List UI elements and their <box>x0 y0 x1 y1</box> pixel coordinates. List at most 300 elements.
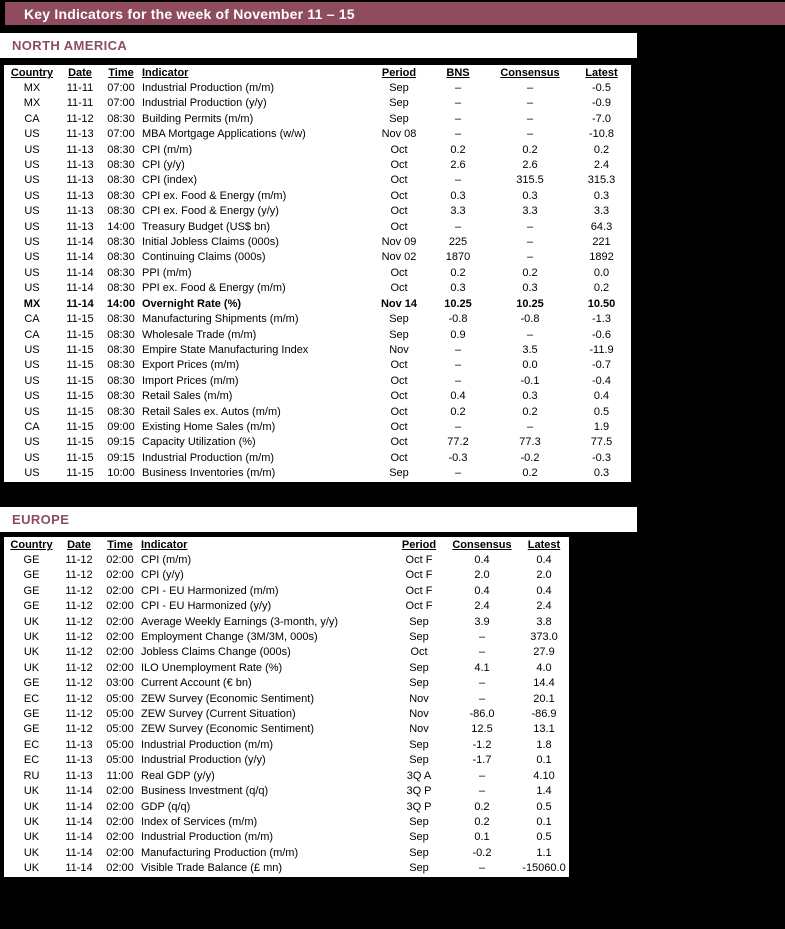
column-header-consensus: Consensus <box>500 67 560 79</box>
cell-period: Sep <box>389 313 409 326</box>
cell-indicator: CPI ex. Food & Energy (m/m) <box>142 189 287 202</box>
cell-country: MX <box>23 82 41 94</box>
cell-time: 08:30 <box>107 328 135 341</box>
cell-consensus: – <box>526 82 534 94</box>
cell-latest: 0.3 <box>593 189 610 202</box>
cell-indicator: ZEW Survey (Economic Sentiment) <box>141 692 314 705</box>
cell-date: 11-12 <box>65 600 93 613</box>
cell-latest: 0.4 <box>536 584 552 597</box>
cell-bns: – <box>454 467 462 480</box>
cell-latest: 4.10 <box>533 769 555 782</box>
cell-indicator: Manufacturing Shipments (m/m) <box>142 313 299 326</box>
table-row <box>4 96 631 111</box>
cell-indicator: CPI ex. Food & Energy (y/y) <box>142 205 279 218</box>
cell-latest: -0.4 <box>592 374 611 387</box>
cell-time: 08:30 <box>107 266 135 279</box>
cell-period: Sep <box>409 615 429 628</box>
cell-period: Sep <box>389 467 409 480</box>
cell-time: 08:30 <box>107 390 135 403</box>
cell-period: Oct F <box>405 554 433 566</box>
cell-time: 02:00 <box>106 631 134 644</box>
report-title: Key Indicators for the week of November 11 – 15 <box>24 5 355 22</box>
cell-period: Sep <box>389 82 409 94</box>
cell-country: GE <box>23 569 40 582</box>
cell-time: 02:00 <box>106 800 134 813</box>
cell-country: UK <box>23 862 40 875</box>
cell-country: GE <box>23 723 40 736</box>
cell-consensus: – <box>478 785 486 798</box>
cell-latest: 0.5 <box>593 405 610 418</box>
cell-date: 11-14 <box>65 846 93 859</box>
cell-indicator: Jobless Claims Change (000s) <box>141 646 291 659</box>
cell-indicator: CPI - EU Harmonized (m/m) <box>141 584 279 597</box>
cell-date: 11-14 <box>65 785 93 798</box>
cell-date: 11-14 <box>66 266 94 279</box>
table-header <box>4 537 569 553</box>
table-row <box>4 343 631 358</box>
cell-latest: 315.3 <box>587 174 616 187</box>
cell-country: UK <box>23 846 40 859</box>
table-row <box>4 312 631 327</box>
cell-bns: – <box>454 174 462 187</box>
table-body <box>4 553 569 877</box>
cell-latest: -7.0 <box>592 112 611 125</box>
cell-bns: 225 <box>448 236 468 249</box>
cell-country: RU <box>23 769 40 782</box>
cell-period: Oct F <box>405 584 433 597</box>
cell-date: 11-12 <box>65 677 93 690</box>
cell-period: Sep <box>409 831 429 844</box>
cell-latest: -0.5 <box>592 82 611 94</box>
cell-latest: 0.2 <box>593 282 610 295</box>
cell-country: GE <box>23 600 40 613</box>
cell-country: CA <box>24 112 40 125</box>
cell-indicator: Continuing Claims (000s) <box>142 251 266 264</box>
cell-consensus: -0.2 <box>472 846 492 859</box>
cell-latest: -86.9 <box>531 708 557 721</box>
cell-country: US <box>24 143 40 156</box>
cell-date: 11-13 <box>65 754 93 767</box>
cell-consensus: – <box>478 769 486 782</box>
cell-time: 02:00 <box>106 862 134 875</box>
table-row <box>4 800 569 815</box>
cell-country: GE <box>23 708 40 721</box>
cell-country: EC <box>23 738 40 751</box>
cell-indicator: Industrial Production (y/y) <box>142 97 267 110</box>
cell-country: US <box>24 390 40 403</box>
cell-date: 11-12 <box>65 646 93 659</box>
cell-country: US <box>24 174 40 187</box>
cell-date: 11-12 <box>65 661 93 674</box>
cell-period: Nov 09 <box>381 236 417 249</box>
cell-country: CA <box>24 420 40 433</box>
cell-indicator: ZEW Survey (Current Situation) <box>141 708 296 721</box>
cell-indicator: Retail Sales ex. Autos (m/m) <box>142 405 281 418</box>
table-header <box>4 65 631 81</box>
cell-date: 11-13 <box>66 128 94 141</box>
cell-bns: – <box>454 374 462 387</box>
table-row <box>4 235 631 250</box>
cell-latest: -0.6 <box>592 328 611 341</box>
cell-indicator: Existing Home Sales (m/m) <box>142 420 276 433</box>
cell-date: 11-12 <box>66 112 94 125</box>
cell-bns: – <box>454 359 462 372</box>
cell-consensus: -0.2 <box>520 451 540 464</box>
cell-time: 02:00 <box>106 569 134 582</box>
cell-consensus: 3.3 <box>522 205 538 218</box>
cell-latest: 0.3 <box>593 467 610 480</box>
cell-indicator: ZEW Survey (Economic Sentiment) <box>141 723 314 736</box>
cell-period: Sep <box>389 112 409 125</box>
cell-date: 11-12 <box>65 631 93 644</box>
cell-consensus: -1.2 <box>472 738 492 751</box>
cell-latest: -0.7 <box>592 359 611 372</box>
table-row <box>4 81 631 96</box>
table-row <box>4 389 631 404</box>
cell-period: Oct F <box>405 600 433 613</box>
cell-latest: 1892 <box>589 251 614 264</box>
cell-indicator: Industrial Production (m/m) <box>141 831 274 844</box>
cell-date: 11-11 <box>66 97 94 110</box>
cell-date: 11-13 <box>65 769 93 782</box>
cell-period: Oct <box>390 174 408 187</box>
cell-indicator: Industrial Production (m/m) <box>142 82 275 94</box>
table-row <box>4 707 569 722</box>
cell-consensus: 2.4 <box>474 600 490 613</box>
column-header-latest: Latest <box>585 67 618 79</box>
table-row <box>4 189 631 204</box>
table-row <box>4 584 569 599</box>
cell-date: 11-12 <box>65 554 93 566</box>
cell-time: 05:00 <box>106 738 134 751</box>
cell-time: 05:00 <box>106 692 134 705</box>
cell-country: UK <box>23 785 40 798</box>
cell-time: 08:30 <box>107 205 135 218</box>
table-row <box>4 435 631 450</box>
cell-period: Sep <box>409 846 429 859</box>
cell-date: 11-13 <box>66 220 94 233</box>
cell-country: EC <box>23 692 40 705</box>
cell-country: MX <box>23 97 41 110</box>
section-header-north-america <box>0 33 637 58</box>
header-row <box>4 537 569 553</box>
cell-consensus: 0.3 <box>522 282 538 295</box>
cell-indicator: CPI (y/y) <box>142 159 185 172</box>
cell-time: 02:00 <box>106 661 134 674</box>
cell-period: Nov <box>409 723 429 736</box>
cell-period: 3Q A <box>406 769 432 782</box>
cell-consensus: – <box>526 220 534 233</box>
cell-time: 09:15 <box>107 451 135 464</box>
cell-consensus: 0.2 <box>522 143 538 156</box>
table-row <box>4 615 569 630</box>
cell-time: 08:30 <box>107 112 135 125</box>
cell-time: 11:00 <box>106 769 134 782</box>
cell-latest: 27.9 <box>533 646 555 659</box>
cell-period: Oct <box>390 220 408 233</box>
table-row <box>4 250 631 265</box>
cell-latest: 4.0 <box>536 661 552 674</box>
cell-bns: 77.2 <box>447 436 469 449</box>
cell-date: 11-12 <box>65 569 93 582</box>
cell-indicator: Real GDP (y/y) <box>141 769 215 782</box>
table-row <box>4 220 631 235</box>
cell-period: Oct <box>390 436 408 449</box>
cell-consensus: 0.0 <box>522 359 538 372</box>
table-row <box>4 753 569 768</box>
cell-period: Oct <box>410 646 428 659</box>
cell-consensus: 0.3 <box>522 390 538 403</box>
cell-latest: 0.1 <box>536 815 552 828</box>
cell-latest: 1.9 <box>593 420 610 433</box>
cell-period: Nov 14 <box>380 297 418 310</box>
cell-latest: 3.3 <box>593 205 610 218</box>
cell-period: Oct <box>390 374 408 387</box>
table-row <box>4 568 569 583</box>
cell-time: 08:30 <box>107 236 135 249</box>
cell-date: 11-14 <box>65 862 93 875</box>
cell-latest: 20.1 <box>533 692 555 705</box>
cell-consensus: – <box>478 862 486 875</box>
table-row <box>4 328 631 343</box>
cell-latest: 2.4 <box>536 600 552 613</box>
cell-period: Sep <box>389 97 409 110</box>
cell-consensus: – <box>526 420 534 433</box>
cell-latest: 13.1 <box>533 723 555 736</box>
cell-latest: -1.3 <box>592 313 611 326</box>
column-header-date: Date <box>67 539 91 551</box>
cell-indicator: CPI (m/m) <box>141 554 192 566</box>
table-row <box>4 676 569 691</box>
table-row <box>4 599 569 614</box>
column-header-indicator: Indicator <box>142 67 189 79</box>
cell-latest: 1.1 <box>536 846 552 859</box>
cell-consensus: 3.9 <box>474 615 490 628</box>
cell-time: 02:00 <box>106 831 134 844</box>
cell-indicator: Import Prices (m/m) <box>142 374 239 387</box>
cell-time: 08:30 <box>107 189 135 202</box>
cell-indicator: Visible Trade Balance (£ mn) <box>141 862 283 875</box>
cell-country: US <box>24 266 40 279</box>
table-row <box>4 358 631 373</box>
north-america-indicators-table <box>4 65 631 482</box>
cell-date: 11-13 <box>66 143 94 156</box>
cell-consensus: – <box>526 328 534 341</box>
cell-date: 11-15 <box>66 436 94 449</box>
cell-period: Oct <box>390 390 408 403</box>
cell-period: Sep <box>409 815 429 828</box>
cell-time: 08:30 <box>107 405 135 418</box>
cell-country: UK <box>23 831 40 844</box>
table-row <box>4 204 631 219</box>
cell-date: 11-14 <box>66 236 94 249</box>
cell-date: 11-12 <box>65 615 93 628</box>
cell-country: UK <box>23 631 40 644</box>
cell-consensus: – <box>526 251 534 264</box>
cell-date: 11-14 <box>66 282 94 295</box>
north-america-table-container <box>2 63 633 484</box>
table-row <box>4 846 569 861</box>
table-row <box>4 451 631 466</box>
section-title: NORTH AMERICA <box>12 38 128 53</box>
cell-country: US <box>24 436 40 449</box>
cell-time: 05:00 <box>106 754 134 767</box>
table-row <box>4 661 569 676</box>
cell-consensus: 0.2 <box>522 467 538 480</box>
cell-latest: 77.5 <box>590 436 613 449</box>
cell-indicator: ILO Unemployment Rate (%) <box>141 661 283 674</box>
cell-bns: 2.6 <box>450 159 466 172</box>
section-title: EUROPE <box>12 512 70 527</box>
cell-time: 02:00 <box>106 615 134 628</box>
cell-latest: 14.4 <box>533 677 555 690</box>
cell-bns: 0.3 <box>450 282 466 295</box>
cell-latest: 1.8 <box>536 738 552 751</box>
cell-consensus: 4.1 <box>474 661 490 674</box>
cell-latest: -0.9 <box>592 97 611 110</box>
table-row <box>4 143 631 158</box>
table-row <box>4 553 569 568</box>
column-header-indicator: Indicator <box>141 539 188 551</box>
cell-period: Sep <box>409 661 429 674</box>
cell-period: Nov 02 <box>381 251 417 264</box>
cell-period: Oct <box>390 189 408 202</box>
cell-period: Sep <box>409 754 429 767</box>
cell-period: Oct <box>390 159 408 172</box>
cell-latest: 0.5 <box>536 831 552 844</box>
cell-period: Sep <box>409 862 429 875</box>
table-row <box>4 861 569 876</box>
cell-consensus: 77.3 <box>519 436 541 449</box>
cell-country: US <box>24 236 40 249</box>
cell-bns: -0.8 <box>448 313 468 326</box>
section-header-europe <box>0 507 637 532</box>
cell-country: UK <box>23 815 40 828</box>
cell-period: Oct <box>390 451 408 464</box>
cell-consensus: 0.4 <box>474 554 490 566</box>
cell-country: UK <box>23 646 40 659</box>
cell-time: 10:00 <box>107 467 135 480</box>
cell-date: 11-14 <box>66 297 94 310</box>
cell-time: 02:00 <box>106 584 134 597</box>
cell-indicator: Treasury Budget (US$ bn) <box>142 220 270 233</box>
column-header-consensus: Consensus <box>452 539 512 551</box>
cell-consensus: 0.2 <box>474 815 490 828</box>
column-header-bns: BNS <box>446 67 470 79</box>
cell-indicator: Business Investment (q/q) <box>141 785 269 798</box>
cell-country: EC <box>23 754 40 767</box>
cell-country: GE <box>23 584 40 597</box>
cell-latest: 3.8 <box>536 615 552 628</box>
cell-bns: 1870 <box>445 251 471 264</box>
cell-latest: 0.5 <box>536 800 552 813</box>
cell-date: 11-15 <box>66 451 94 464</box>
cell-consensus: 315.5 <box>516 174 544 187</box>
cell-consensus: 0.2 <box>474 800 490 813</box>
cell-bns: 0.3 <box>450 189 466 202</box>
cell-time: 08:30 <box>107 374 135 387</box>
cell-country: US <box>24 405 40 418</box>
cell-country: US <box>24 251 40 264</box>
cell-country: US <box>24 128 40 141</box>
cell-country: UK <box>23 615 40 628</box>
cell-country: US <box>24 159 40 172</box>
cell-time: 02:00 <box>106 646 134 659</box>
table-row <box>4 692 569 707</box>
cell-country: US <box>24 359 40 372</box>
cell-date: 11-15 <box>66 328 94 341</box>
cell-date: 11-13 <box>66 159 94 172</box>
cell-date: 11-15 <box>66 390 94 403</box>
cell-bns: – <box>454 220 462 233</box>
cell-consensus: – <box>478 646 486 659</box>
cell-time: 02:00 <box>106 554 134 566</box>
table-body <box>4 81 631 482</box>
cell-country: US <box>24 343 40 356</box>
cell-consensus: – <box>526 112 534 125</box>
cell-indicator: CPI (m/m) <box>142 143 193 156</box>
cell-latest: 0.1 <box>536 754 552 767</box>
cell-consensus: – <box>526 236 534 249</box>
table-row <box>4 420 631 435</box>
cell-time: 05:00 <box>106 708 134 721</box>
table-row <box>4 281 631 296</box>
cell-indicator: Building Permits (m/m) <box>142 112 254 125</box>
cell-date: 11-14 <box>66 251 94 264</box>
table-row <box>4 645 569 660</box>
table-row <box>4 466 631 481</box>
cell-period: Nov <box>409 708 429 721</box>
column-header-time: Time <box>107 539 133 551</box>
cell-consensus: 10.25 <box>516 297 544 310</box>
cell-consensus: 0.3 <box>522 189 538 202</box>
cell-indicator: Industrial Production (m/m) <box>141 738 274 751</box>
cell-date: 11-15 <box>66 359 94 372</box>
column-header-country: Country <box>10 539 53 551</box>
cell-time: 08:30 <box>107 143 135 156</box>
cell-time: 08:30 <box>107 159 135 172</box>
cell-country: CA <box>24 328 40 341</box>
cell-consensus: -0.1 <box>520 374 540 387</box>
cell-latest: 0.4 <box>593 390 610 403</box>
cell-latest: 2.4 <box>593 159 610 172</box>
cell-consensus: 12.5 <box>471 723 493 736</box>
table-row <box>4 769 569 784</box>
cell-bns: 0.9 <box>450 328 466 341</box>
cell-indicator: Manufacturing Production (m/m) <box>141 846 299 859</box>
cell-bns: 0.4 <box>450 390 466 403</box>
cell-time: 09:15 <box>107 436 135 449</box>
table-row <box>4 815 569 830</box>
cell-latest: 64.3 <box>590 220 613 233</box>
cell-consensus: – <box>478 677 486 690</box>
cell-indicator: PPI (m/m) <box>142 266 192 279</box>
cell-latest: 0.4 <box>536 554 552 566</box>
cell-date: 11-14 <box>65 815 93 828</box>
cell-consensus: 0.1 <box>474 831 490 844</box>
cell-consensus: – <box>478 692 486 705</box>
cell-time: 02:00 <box>106 815 134 828</box>
cell-time: 08:30 <box>107 343 135 356</box>
column-header-period: Period <box>381 67 417 79</box>
cell-period: 3Q P <box>406 785 432 798</box>
cell-period: Oct <box>390 420 408 433</box>
cell-period: Sep <box>409 631 429 644</box>
column-header-time: Time <box>108 67 134 79</box>
cell-time: 02:00 <box>106 785 134 798</box>
cell-period: Sep <box>409 738 429 751</box>
cell-indicator: Current Account (€ bn) <box>141 677 252 690</box>
